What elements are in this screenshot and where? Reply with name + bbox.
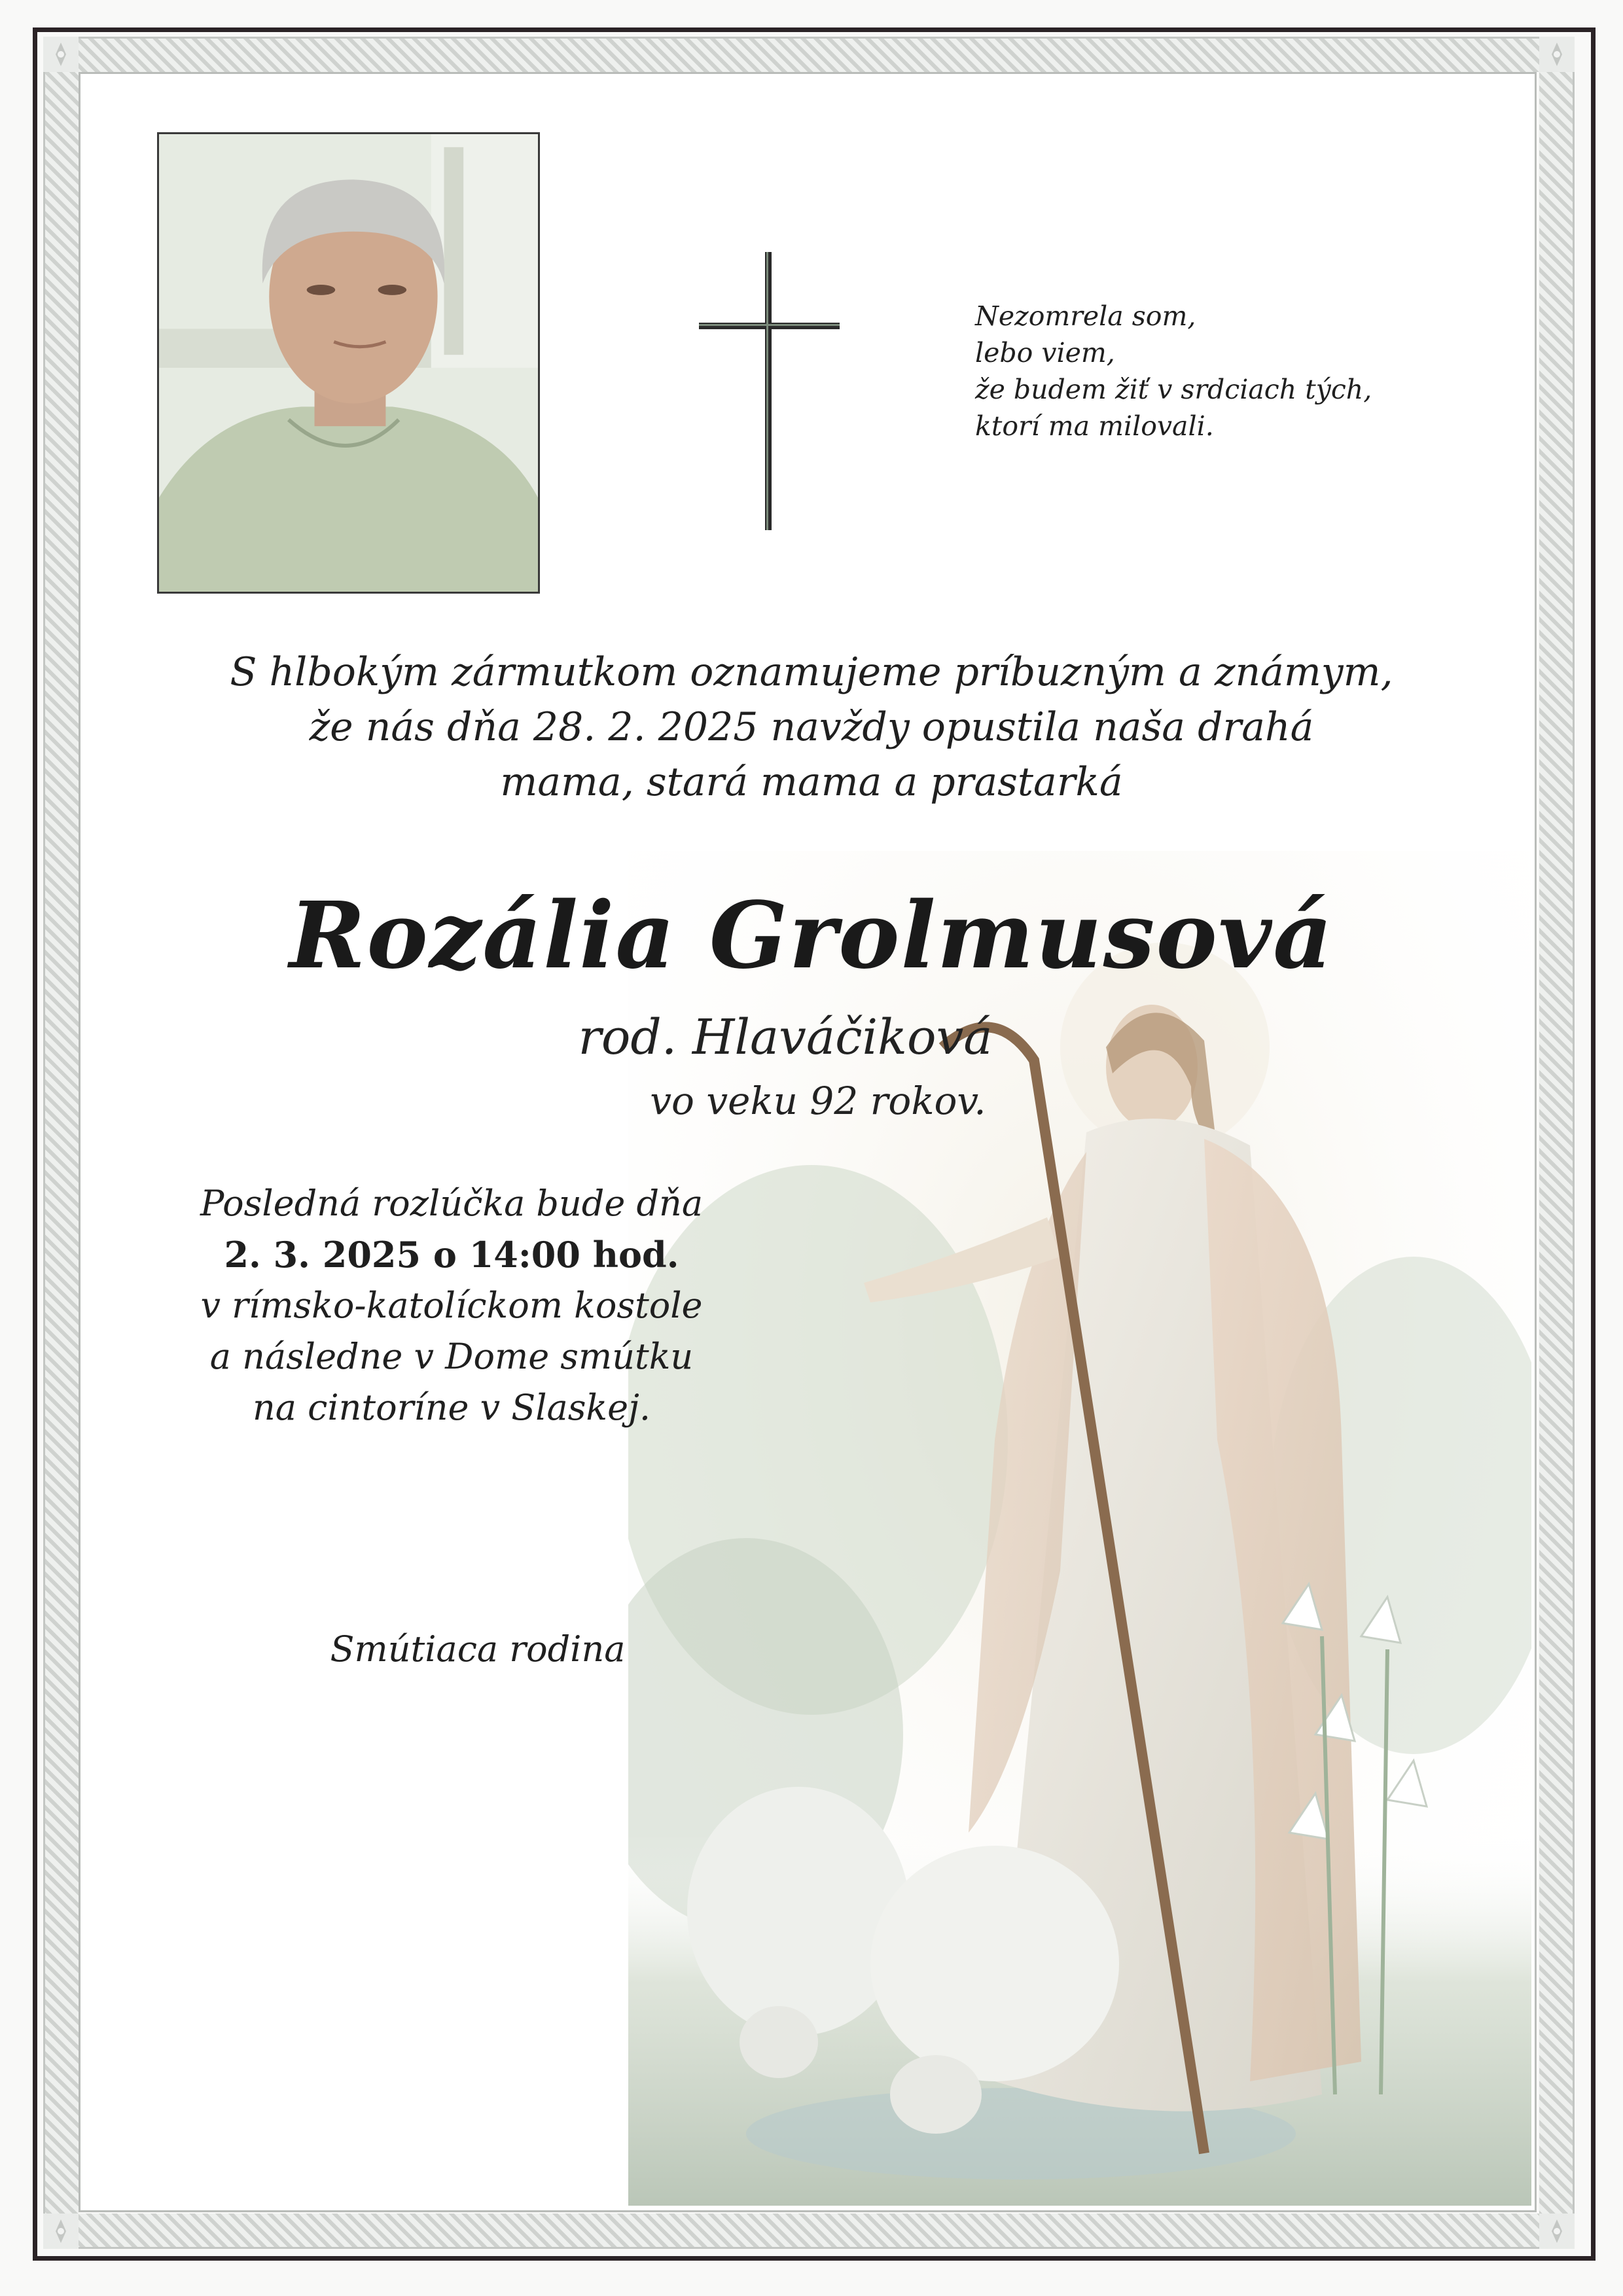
corner-ornament-icon <box>43 2214 79 2249</box>
quote-line: ktorí ma milovali. <box>975 410 1214 442</box>
quote-line: lebo viem, <box>975 337 1115 368</box>
memorial-quote <box>975 298 1472 444</box>
funeral-datetime: 2. 3. 2025 o 14:00 hod. <box>224 1234 679 1276</box>
announcement-line: S hlbokým zármutkom oznamujeme príbuzným a známym, <box>230 649 1393 695</box>
announcement-line: mama, stará mama a prastarká <box>500 759 1123 805</box>
funeral-line: na cintoríne v Slaskej. <box>252 1387 651 1428</box>
portrait-photo <box>157 132 540 594</box>
deceased-name: Rozália Grolmusová <box>289 882 1334 990</box>
death-announcement <box>157 645 1466 810</box>
quote-line: že budem žiť v srdciach tých, <box>975 374 1372 405</box>
quote-line: Nezomrela som, <box>975 300 1196 332</box>
cross-icon <box>699 252 840 530</box>
funeral-details <box>157 1178 746 1433</box>
age-at-death: vo veku 92 rokov. <box>650 1079 986 1123</box>
family-signature: Smútiaca rodina <box>330 1628 626 1670</box>
funeral-line: Posledná rozlúčka bude dňa <box>200 1183 704 1224</box>
corner-ornament-icon <box>1539 37 1575 72</box>
funeral-line: a následne v Dome smútku <box>209 1336 694 1377</box>
corner-ornament-icon <box>1539 2214 1575 2249</box>
maiden-name: rod. Hlaváčiková <box>578 1009 993 1066</box>
corner-ornament-icon <box>43 37 79 72</box>
announcement-line: že nás dňa 28. 2. 2025 navždy opustila naša drahá <box>309 704 1314 750</box>
funeral-line: v rímsko-katolíckom kostole <box>200 1285 703 1326</box>
